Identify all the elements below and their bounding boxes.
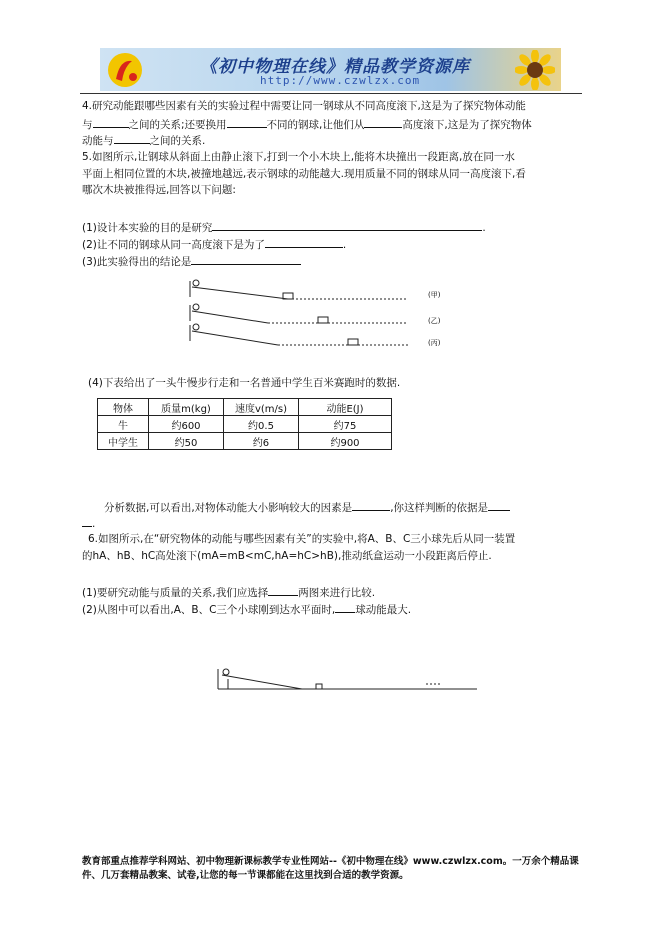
q6-line-2: 的hA、hB、hC高处滚下(mA=mB<mC,hA=hC>hB),推动纸盒运动一小段距离后停止.: [82, 550, 492, 562]
q6-sub-1: (1)要研究动能与质量的关系,我们应选择 两图来进行比较.: [82, 584, 375, 601]
header-divider: [80, 93, 582, 94]
table-cell: 约50: [149, 433, 224, 450]
q5-sub-1: (1)设计本实验的目的是研究 .: [82, 219, 486, 236]
footer-line-1: 教育部重点推荐学科网站、初中物理新课标教学专业性网站--《初中物理在线》www.czwlzx.com。一万余个精品课: [82, 856, 579, 867]
data-table: [97, 398, 392, 450]
q5-figure: [178, 275, 458, 355]
q5-sub-4: (4)下表给出了一头牛慢步行走和一名普通中学生百米赛跑时的数据.: [88, 377, 401, 389]
table-header-cell: 动能E(J): [299, 399, 392, 416]
q4-line-1: 4.研究动能跟哪些因素有关的实验过程中需要让同一钢球从不同高度滚下,这是为了探究物体动能: [82, 100, 526, 112]
q4-line-3: 动能与 之间的关系.: [82, 132, 205, 149]
table-cell: 牛: [98, 416, 149, 433]
table-cell: 约600: [149, 416, 224, 433]
q5-line-3: 哪次木块被推得远,回答以下问题:: [82, 184, 236, 196]
table-header-row: [98, 399, 392, 416]
figure-label-bing: (丙): [428, 339, 441, 347]
figure-label-jia: (甲): [428, 291, 441, 299]
q5-line-2: 平面上相同位置的木块,被撞地越远,表示钢球的动能越大.现用质量不同的钢球从同一高度滚下,看: [82, 168, 526, 180]
q5-sub-3: (3)此实验得出的结论是: [82, 253, 301, 270]
table-cell: 中学生: [98, 433, 149, 450]
sunflower-icon: [515, 50, 555, 90]
footer-line-2: 件、几万套精品教案、试卷,让您的每一节课都能在这里找到合适的教学资源。: [82, 870, 409, 881]
q5-sub-2: (2)让不同的钢球从同一高度滚下是为了 .: [82, 236, 346, 253]
q6-sub-2: (2)从图中可以看出,A、B、C三个小球刚到达水平面时, 球动能最大.: [82, 601, 411, 618]
header-banner: [100, 48, 561, 91]
q6-line-1: 6.如图所示,在“研究物体的动能与哪些因素有关”的实验中,将A、B、C三小球先后从同一装置: [88, 533, 516, 545]
banner-title: 《初中物理在线》精品教学资源库: [200, 57, 470, 77]
table-cell: 约900: [299, 433, 392, 450]
banner-url[interactable]: http://www.czwlzx.com: [260, 74, 421, 87]
q5-line-1: 5.如图所示,让钢球从斜面上由静止滚下,打到一个小木块上,能将木块撞出一段距离,放在同一水: [82, 151, 515, 163]
site-logo-icon: [106, 51, 144, 89]
analysis-line-1: 分析数据,可以看出,对物体动能大小影响较大的因素是 ,你这样判断的依据是: [104, 499, 510, 516]
analysis-line-2: .: [82, 515, 95, 532]
table-cell: 约6: [224, 433, 299, 450]
page-footer: [82, 855, 582, 883]
table-cell: 约0.5: [224, 416, 299, 433]
q4-line-2: 与 之间的关系;还要换用 不同的钢球,让他们从 高度滚下,这是为了探究物体: [82, 116, 532, 133]
table-cell: 约75: [299, 416, 392, 433]
table-row: [98, 416, 392, 433]
table-row: [98, 433, 392, 450]
table-header-cell: 物体: [98, 399, 149, 416]
q6-figure: [212, 665, 482, 695]
table-header-cell: 速度v(m/s): [224, 399, 299, 416]
figure-label-yi: (乙): [428, 317, 441, 325]
table-header-cell: 质量m(kg): [149, 399, 224, 416]
